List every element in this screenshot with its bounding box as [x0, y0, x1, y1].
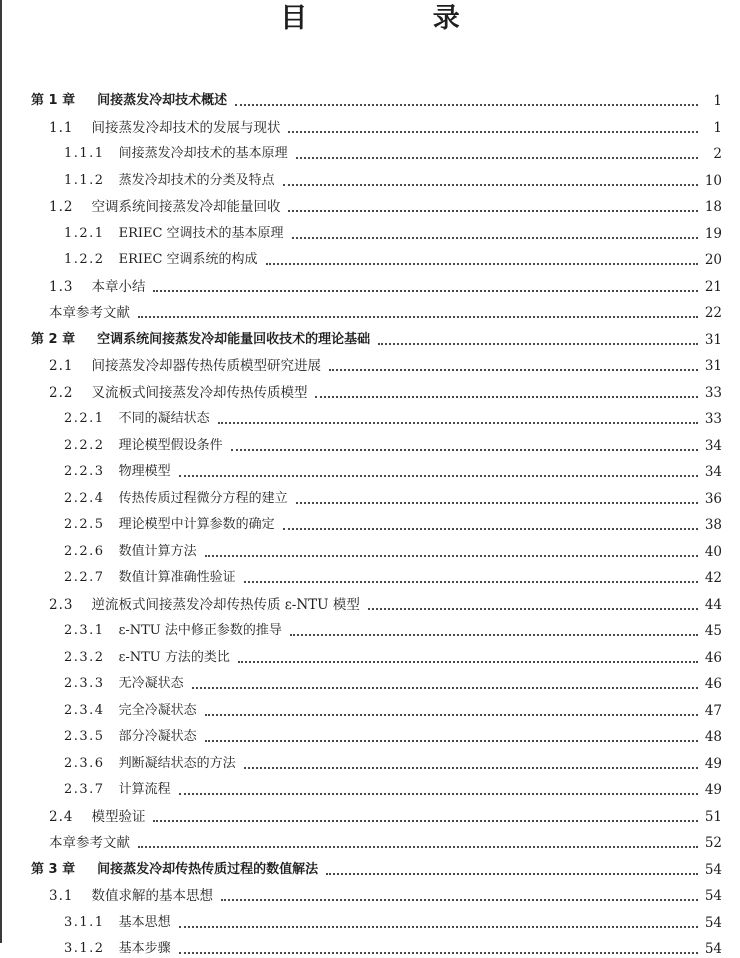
toc-entry-page-number: 40: [704, 543, 722, 560]
toc-entry-page-number: 45: [704, 623, 722, 639]
toc-entry-number: 2.2.4: [64, 490, 105, 506]
dot-leader: [290, 633, 698, 636]
toc-entry-title: 本章小结: [91, 278, 146, 295]
toc-entry-page-number: 42: [704, 570, 722, 586]
dot-leader: [244, 580, 698, 583]
toc-entry-page-number: 51: [704, 808, 722, 825]
toc-entry[interactable]: [0, 667, 722, 693]
toc-entry-page-number: 2: [713, 146, 722, 162]
toc-entry-title: 数值计算方法: [118, 543, 197, 559]
toc-entry[interactable]: [0, 826, 722, 852]
toc-entry-title: 基本步骤: [118, 941, 171, 956]
toc-entry-number: 第 3 章: [31, 861, 76, 877]
dot-leader: [138, 845, 698, 848]
dot-leader: [221, 898, 698, 901]
toc-entry-title: 计算流程: [118, 782, 171, 797]
toc-entry-page-number: 46: [704, 649, 722, 666]
toc-entry-page-number: 54: [704, 861, 722, 878]
toc-entry-title: ERIEC 空调技术的基本原理: [118, 225, 284, 241]
toc-entry-number: 2.2.3: [64, 464, 105, 479]
toc-entry[interactable]: [0, 641, 722, 667]
dot-leader: [138, 315, 698, 318]
toc-entry-number: 1.1.1: [64, 146, 105, 161]
toc-entry[interactable]: [0, 84, 722, 110]
toc-entry-number: 1.3: [49, 278, 74, 295]
toc-entry-page-number: 52: [704, 835, 722, 851]
toc-entry-page-number: 22: [704, 305, 722, 321]
toc-entry-number: 2.3: [49, 596, 74, 613]
toc-entry-page-number: 18: [704, 199, 722, 215]
toc-entry-title: 数值求解的基本思想: [91, 888, 213, 904]
toc-entry[interactable]: [0, 879, 722, 905]
dot-leader: [205, 713, 698, 716]
toc-entry-title: 空调系统间接蒸发冷却能量回收技术的理论基础: [97, 331, 371, 347]
toc-entry[interactable]: [0, 773, 722, 799]
toc-entry-title: 本章参考文献: [49, 835, 130, 851]
toc-entry-title: 间接蒸发冷却技术的基本原理: [118, 146, 288, 161]
toc-entry[interactable]: [0, 694, 722, 720]
toc-entry-number: 2.3.7: [64, 782, 105, 797]
toc-entry-title: 物理模型: [118, 464, 171, 479]
toc-entry-title: 数值计算准确性验证: [118, 570, 236, 585]
dot-leader: [235, 103, 698, 106]
toc-entry-number: 1.1.2: [64, 172, 105, 188]
toc-entry-number: 2.3.3: [64, 676, 105, 691]
toc-entry-number: 2.3.6: [64, 755, 105, 771]
toc-entry-page-number: 48: [704, 729, 722, 745]
toc-entry-page-number: 10: [704, 172, 722, 189]
dot-leader: [296, 156, 698, 159]
toc-entry-page-number: 38: [704, 517, 722, 533]
toc-entry[interactable]: [0, 137, 722, 163]
toc-entry-title: 理论模型中计算参数的确定: [118, 517, 275, 532]
toc-entry-page-number: 31: [704, 358, 722, 374]
dot-leader: [179, 925, 698, 928]
toc-entry[interactable]: [0, 243, 722, 269]
dot-leader: [283, 183, 698, 186]
toc-entry-title: 模型验证: [91, 808, 146, 825]
toc-entry-title: 判断凝结状态的方法: [118, 755, 236, 771]
dot-leader: [153, 289, 698, 292]
toc-entry[interactable]: [0, 164, 722, 190]
toc-entry-title: 传热传质过程微分方程的建立: [118, 490, 288, 506]
toc-entry-number: 1.2: [49, 199, 74, 215]
toc-entry-number: 第 1 章: [31, 93, 76, 108]
toc-entry-title: ε-NTU 法中修正参数的推导: [118, 623, 282, 638]
toc-entry-page-number: 54: [704, 914, 722, 931]
toc-entry-number: 2.3.5: [64, 729, 105, 744]
dot-leader: [205, 739, 698, 742]
toc-entry-page-number: 49: [704, 782, 722, 798]
dot-leader: [315, 395, 698, 398]
toc-entry-number: 2.2.5: [64, 517, 105, 532]
page-title: 目 录: [280, 3, 518, 34]
toc-entry-page-number: 1: [713, 119, 722, 136]
toc-entry-page-number: 34: [704, 437, 722, 454]
toc-entry-page-number: 33: [704, 411, 722, 427]
toc-entry-page-number: 21: [704, 278, 722, 295]
toc-entry-title: ERIEC 空调系统的构成: [118, 252, 258, 267]
toc-entry-number: 2.3.2: [64, 649, 105, 665]
toc-entry-title: 基本思想: [118, 914, 171, 930]
toc-entry[interactable]: [0, 720, 722, 746]
toc-entry-number: 3.1.2: [64, 941, 105, 956]
toc-entry-title: 本章参考文献: [49, 305, 130, 321]
toc-entry-page-number: 19: [704, 225, 722, 242]
toc-entry[interactable]: [0, 535, 722, 561]
toc-entry-page-number: 54: [704, 888, 722, 904]
dot-leader: [326, 872, 698, 875]
toc-entry[interactable]: [0, 614, 722, 640]
toc-entry-page-number: 20: [704, 252, 722, 268]
toc-entry[interactable]: [0, 217, 722, 243]
toc-entry-title: 蒸发冷却技术的分类及特点: [118, 172, 275, 188]
dot-leader: [288, 130, 698, 133]
toc-entry-page-number: 31: [704, 331, 722, 348]
toc-entry[interactable]: [0, 429, 722, 455]
toc-entry[interactable]: [0, 402, 722, 428]
dot-leader: [179, 474, 698, 477]
dot-leader: [205, 554, 698, 557]
toc-entry[interactable]: [0, 111, 722, 137]
dot-leader: [179, 792, 698, 795]
toc-entry-number: 3.1.1: [64, 914, 105, 930]
toc-entry-number: 1.2.2: [64, 252, 105, 267]
toc-entry-number: 2.2.7: [64, 570, 105, 585]
dot-leader: [296, 501, 698, 504]
dot-leader: [231, 448, 698, 451]
toc-entry[interactable]: [0, 906, 722, 932]
toc-entry-number: 第 2 章: [31, 331, 76, 347]
toc-entry-number: 2.2: [49, 384, 74, 401]
toc-entry-title: ε-NTU 方法的类比: [118, 649, 230, 665]
toc-entry[interactable]: [0, 508, 722, 534]
toc-entry[interactable]: [0, 588, 722, 614]
toc-entry[interactable]: [0, 376, 722, 402]
toc-entry[interactable]: [0, 323, 722, 349]
toc-entry-number: 2.2.2: [64, 437, 105, 453]
dot-leader: [378, 342, 698, 345]
toc-entry-title: 空调系统间接蒸发冷却能量回收: [91, 199, 281, 215]
toc-entry-page-number: 36: [704, 490, 722, 507]
toc-entry-number: 2.4: [49, 808, 74, 825]
toc-entry-title: 完全冷凝状态: [118, 702, 197, 718]
toc-entry[interactable]: [0, 932, 722, 958]
dot-leader: [179, 951, 698, 954]
toc-entry[interactable]: [0, 296, 722, 322]
toc-entry-title: 间接蒸发冷却技术概述: [97, 93, 228, 108]
dot-leader: [153, 819, 698, 822]
toc-entry-title: 间接蒸发冷却技术的发展与现状: [91, 119, 281, 136]
toc-entry-page-number: 47: [704, 702, 722, 719]
dot-leader: [192, 686, 698, 689]
toc-entry[interactable]: [0, 800, 722, 826]
toc-entry-title: 不同的凝结状态: [118, 411, 210, 426]
toc-entry-number: 2.1: [49, 358, 74, 374]
toc-entry-title: 无冷凝状态: [118, 676, 184, 691]
toc-entry-title: 逆流板式间接蒸发冷却传热传质 ε-NTU 模型: [91, 596, 360, 613]
toc-entry[interactable]: [0, 455, 722, 481]
dot-leader: [288, 209, 698, 212]
toc-entry-title: 间接蒸发冷却器传热传质模型研究进展: [91, 358, 321, 374]
toc-entry-number: 3.1: [49, 888, 74, 904]
toc-entry-page-number: 46: [704, 676, 722, 692]
dot-leader: [244, 766, 698, 769]
toc-entry-page-number: 34: [704, 464, 722, 480]
toc-entry[interactable]: [0, 561, 722, 587]
toc-entry[interactable]: [0, 747, 722, 773]
toc-entry-page-number: 1: [713, 93, 722, 109]
toc-entry-page-number: 33: [704, 384, 722, 401]
toc-entry-number: 2.2.6: [64, 543, 105, 559]
dot-leader: [329, 368, 698, 371]
dot-leader: [266, 262, 698, 265]
dot-leader: [368, 607, 698, 610]
dot-leader: [283, 527, 698, 530]
toc-entry-title: 部分冷凝状态: [118, 729, 197, 744]
toc-entry-page-number: 54: [704, 941, 722, 957]
dot-leader: [292, 236, 698, 239]
toc-entry-number: 2.3.4: [64, 702, 105, 718]
toc-entry-title: 间接蒸发冷却传热传质过程的数值解法: [97, 861, 319, 877]
toc-entry-number: 1.2.1: [64, 225, 105, 241]
toc-entry-number: 2.2.1: [64, 411, 105, 426]
toc-entry[interactable]: [0, 270, 722, 296]
toc-entry-number: 2.3.1: [64, 623, 105, 638]
toc-entry-page-number: 44: [704, 596, 722, 613]
dot-leader: [218, 421, 698, 424]
toc-entry-page-number: 49: [704, 755, 722, 772]
toc-entry-title: 叉流板式间接蒸发冷却传热传质模型: [91, 384, 308, 401]
toc-entry-title: 理论模型假设条件: [118, 437, 223, 453]
toc-entry[interactable]: [0, 853, 722, 879]
toc-entry[interactable]: [0, 190, 722, 216]
dot-leader: [238, 660, 698, 663]
toc-entry-number: 1.1: [49, 119, 74, 136]
toc-entry[interactable]: [0, 349, 722, 375]
toc-entry[interactable]: [0, 482, 722, 508]
